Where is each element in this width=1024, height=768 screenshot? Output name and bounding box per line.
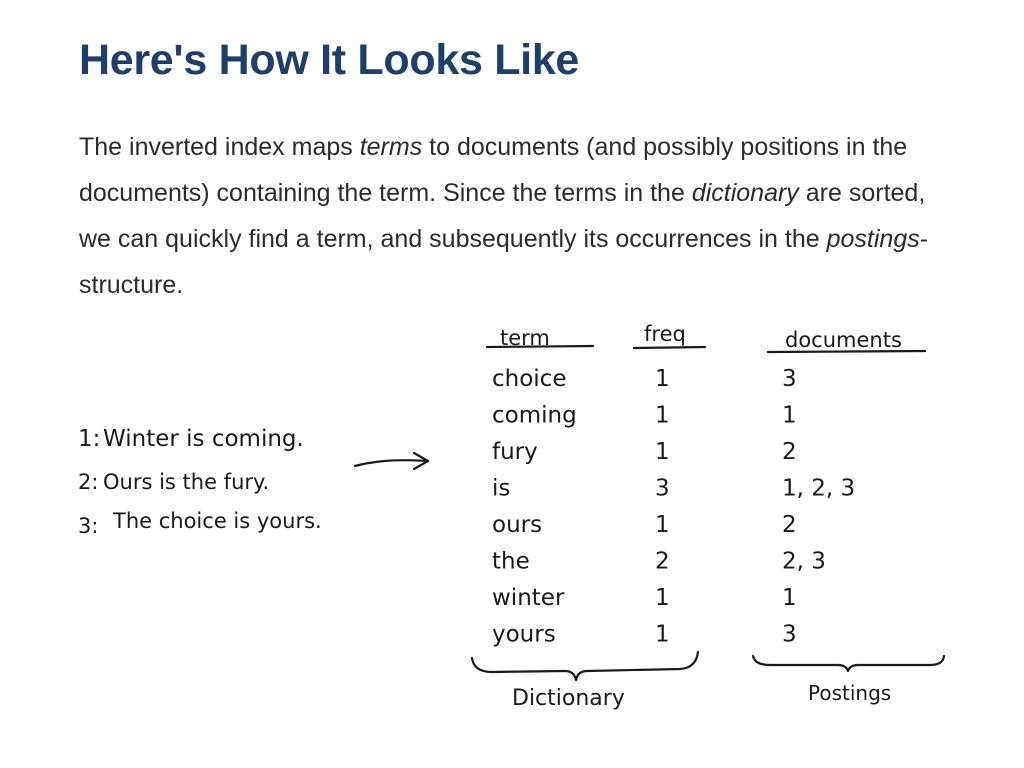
document-list xyxy=(78,426,322,538)
row-freq: 1 xyxy=(655,439,670,465)
row-docs: 3 xyxy=(782,366,797,392)
row-term: ours xyxy=(492,512,543,538)
row-term: fury xyxy=(492,439,538,465)
row-freq: 1 xyxy=(655,366,670,392)
row-term: choice xyxy=(492,366,567,392)
postings-brace xyxy=(753,656,944,671)
row-docs: 2 xyxy=(782,512,797,538)
emphasized-term: dictionary xyxy=(691,179,799,207)
row-freq: 1 xyxy=(655,402,670,429)
row-docs: 1 xyxy=(782,585,797,611)
row-freq: 1 xyxy=(655,621,670,648)
paragraph-text: The inverted index maps xyxy=(79,133,360,161)
header-term-underline xyxy=(487,346,593,347)
header-freq: freq xyxy=(644,322,686,346)
row-docs: 3 xyxy=(782,621,797,648)
header-freq-underline xyxy=(634,347,705,348)
dictionary-brace xyxy=(472,652,698,680)
paragraph-text: to documents (and possibly positions in the documents) containing the term. Since the terms in the xyxy=(79,133,908,207)
row-freq: 1 xyxy=(655,585,670,611)
dictionary-label: Dictionary xyxy=(512,686,625,711)
table-headers xyxy=(487,322,925,352)
row-term: is xyxy=(492,475,511,502)
row-docs: 2, 3 xyxy=(782,548,826,575)
row-docs: 2 xyxy=(782,439,797,465)
doc-2-id: 2: xyxy=(78,470,99,494)
row-docs: 1 xyxy=(782,402,797,429)
paragraph-text: -structure. xyxy=(79,225,929,299)
row-docs: 1, 2, 3 xyxy=(782,475,856,502)
emphasized-term: terms xyxy=(359,133,423,161)
index-rows xyxy=(492,366,855,648)
header-term: term xyxy=(500,326,550,350)
row-freq: 1 xyxy=(655,512,670,538)
doc-3-id: 3: xyxy=(78,514,99,538)
row-freq: 3 xyxy=(655,475,670,502)
header-documents: documents xyxy=(785,328,902,352)
doc-3-text: The choice is yours. xyxy=(113,509,322,533)
postings-label: Postings xyxy=(808,681,892,705)
paragraph-text: are sorted, we can quickly find a term, and subsequently its occurrences in the xyxy=(79,179,926,253)
header-documents-underline xyxy=(768,351,925,352)
slide-title: Here's How It Looks Like xyxy=(79,36,580,84)
row-term: winter xyxy=(492,585,565,611)
row-freq: 2 xyxy=(655,548,670,575)
doc-1-text: Winter is coming. xyxy=(103,426,304,452)
row-term: yours xyxy=(492,621,556,648)
doc-1-id: 1: xyxy=(78,426,101,452)
row-term: coming xyxy=(492,402,577,429)
emphasized-term: postings xyxy=(826,225,920,253)
doc-2-text: Ours is the fury. xyxy=(103,470,270,494)
row-term: the xyxy=(492,548,530,575)
arrow-icon xyxy=(355,453,428,469)
